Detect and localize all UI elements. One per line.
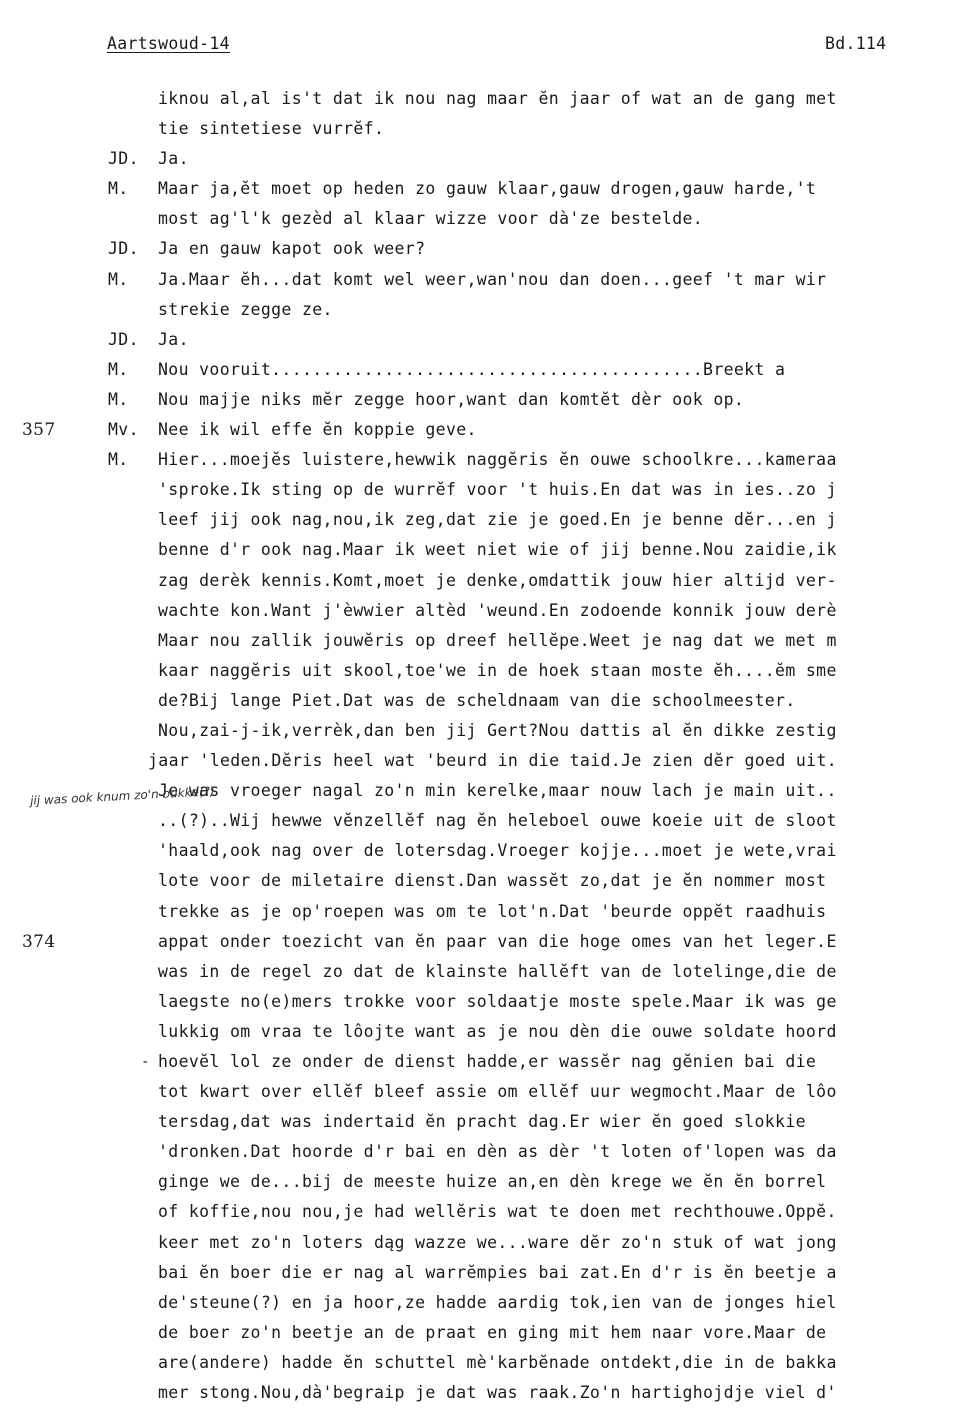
transcript-line <box>0 174 973 204</box>
transcript-line <box>0 385 973 415</box>
line-text: Nou majje niks mĕr zegge hoor,want dan komtĕt dèr ook op. <box>158 389 745 409</box>
line-text: Ja. <box>158 329 189 349</box>
transcript-line <box>0 1167 973 1197</box>
transcript-line <box>0 806 973 836</box>
line-text: iknou al,al is't dat ik nou nag maar ĕn jaar of wat an de gang met <box>158 89 837 108</box>
speaker-label: Mv. <box>108 420 139 440</box>
transcript-line <box>0 234 973 264</box>
line-text: hoevĕl lol ze onder de dienst hadde,er wassĕr nag gĕnien bai die <box>158 1052 817 1071</box>
line-text: de?Bij lange Piet.Dat was de scheldnaam van die schoolmeester. <box>158 690 796 710</box>
line-text: strekie zegge ze. <box>158 299 333 319</box>
transcript-line <box>0 1228 973 1258</box>
line-text: lote voor de miletaire dienst.Dan wassĕt zo,dat je ĕn nommer most <box>158 871 827 891</box>
transcript-line <box>0 1107 973 1137</box>
transcript-line <box>0 566 973 596</box>
line-text: mer stong.Nou,dà'begraip je dat was raak.Zo'n hartighojdje viel d' <box>158 1383 837 1403</box>
transcript-line <box>0 295 973 325</box>
transcript-line <box>0 505 973 535</box>
handwritten-margin-note: jij was ook knum zo'n bukke(?) <box>29 784 216 808</box>
transcript-line <box>0 1137 973 1167</box>
speaker-label: M. <box>108 359 129 379</box>
line-text: ..(?)..Wij hewwe vĕnzellĕf nag ĕn heleboel ouwe koeie uit de sloot <box>158 811 837 831</box>
transcript-line <box>0 204 973 234</box>
line-text: was in de regel zo dat de klainste hallĕft van de lotelinge,die de <box>158 961 837 981</box>
line-text: de boer zo'n beetje an de praat en ging mit hem naar vore.Maar de <box>158 1322 827 1342</box>
transcript-line <box>0 716 973 746</box>
line-text: kaar naggĕris uit skool,toe'we in de hoek staan moste ĕh....ĕm sme <box>158 660 837 680</box>
line-text: Nou,zai-j-ik,verrèk,dan ben jij Gert?Nou dattis al ĕn dikke zestig <box>158 720 837 740</box>
line-text: Je was vroeger nagal zo'n min kerelke,maar nouw lach je main uit.. <box>158 781 837 801</box>
line-text: leef jij ook nag,nou,ik zeg,dat zie je goed.En je benne dĕr...en j <box>158 510 837 530</box>
transcript-line <box>0 1077 973 1107</box>
transcript-line <box>0 836 973 866</box>
line-text: Maar ja,ĕt moet op heden zo gauw klaar,gauw drogen,gauw harde,'t <box>158 179 817 199</box>
line-text: Nou vooruit..........................................Breekt a <box>158 359 786 379</box>
line-text: Ja en gauw kapot ook weer? <box>158 239 426 259</box>
line-text: de'steune(?) en ja hoor,ze hadde aardig tok,ien van de jonges hiel <box>158 1292 837 1312</box>
line-text: of koffie,nou nou,je had wellĕris wat te doen met rechthouwe.Oppĕ. <box>158 1202 837 1222</box>
transcript-line <box>0 1258 973 1288</box>
line-text: Maar nou zallik jouwĕris op dreef hellĕpe.Weet je nag dat we met m <box>158 630 837 650</box>
transcript-line <box>0 265 973 295</box>
line-text: are(andere) hadde ĕn schuttel mè'karbĕnade ontdekt,die in de bakka <box>158 1352 837 1372</box>
transcript-line <box>0 415 973 445</box>
line-text: zag derèk kennis.Komt,moet je denke,omdattik jouw hier altijd ver- <box>158 570 837 590</box>
transcript-line <box>0 957 973 987</box>
line-text: wachte kon.Want j'èwwier altèd 'weund.En zodoende konnik jouw derè <box>158 600 837 620</box>
transcript-line <box>0 445 973 475</box>
line-text: trekke as je op'roepen was om te lot'n.Dat 'beurde oppĕt raadhuis <box>158 901 827 921</box>
transcript-line <box>0 1288 973 1318</box>
line-text: jaar 'leden.Dĕris heel wat 'beurd in die taid.Je zien dĕr goed uit. <box>148 751 838 771</box>
transcript-line <box>0 355 973 385</box>
line-text: Ja.Maar ĕh...dat komt wel weer,wan'nou dan doen...geef 't mar wir <box>158 269 827 289</box>
transcript-line <box>0 987 973 1017</box>
transcript-line <box>0 927 973 957</box>
speaker-label: M. <box>108 179 129 199</box>
speaker-label: M. <box>108 450 129 470</box>
line-text: Hier...moejĕs luistere,hewwik naggĕris ĕn ouwe schoolkre...kameraa <box>158 450 837 470</box>
line-text: ginge we de...bij de meeste huize an,en dèn krege we ĕn ĕn borrel <box>158 1172 827 1192</box>
line-text: Ja. <box>158 149 189 169</box>
speaker-label: JD. <box>108 329 139 349</box>
line-text: benne d'r ook nag.Maar ik weet niet wie of jij benne.Nou zaidie,ik <box>158 540 837 560</box>
speaker-label: M. <box>108 269 129 289</box>
transcript-line <box>0 866 973 896</box>
transcript-line <box>0 114 973 144</box>
transcript-line <box>0 1348 973 1378</box>
line-text: appat onder toezicht van ĕn paar van die hoge omes van het leger.E <box>158 931 837 951</box>
line-text: tie sintetiese vurrĕf. <box>158 119 385 139</box>
line-text: 'sproke.Ik sting op de wurrĕf voor 't huis.En dat was in ies..zo j <box>158 480 837 500</box>
transcript-line <box>0 144 973 174</box>
transcript-line <box>0 535 973 565</box>
speaker-label: JD. <box>108 239 139 259</box>
line-text: keer met zo'n loters dąg wazze we...ware dĕr zo'n stuk of wat jong <box>158 1232 837 1252</box>
document-title: Aartswoud-14 <box>107 34 230 53</box>
line-text: laegste no(e)mers trokke voor soldaatje moste spele.Maar ik was ge <box>158 991 837 1011</box>
line-text: 'dronken.Dat hoorde d'r bai en dèn as dèr 't loten of'lopen was da <box>158 1142 837 1162</box>
transcript-line <box>0 475 973 505</box>
transcript-line <box>0 84 973 114</box>
transcript-line <box>0 1378 973 1408</box>
line-text: tot kwart over ellĕf bleef assie om ellĕf uur wegmocht.Maar de lôo <box>158 1082 837 1102</box>
transcript-line <box>0 1318 973 1348</box>
speaker-label: M. <box>108 389 129 409</box>
transcript-line <box>0 325 973 355</box>
line-text: lukkig om vraa te lôojte want as je nou dèn die ouwe soldate hoord <box>158 1021 837 1041</box>
transcript-line <box>0 656 973 686</box>
line-number-marker: 374 <box>22 931 56 952</box>
line-text: Nee ik wil effe ĕn koppie geve. <box>158 420 477 440</box>
transcript-body <box>0 84 973 1408</box>
line-text: 'haald,ook nag over de lotersdag.Vroeger kojje...moet je wete,vrai <box>158 841 837 861</box>
transcript-line <box>0 1197 973 1227</box>
transcript-line <box>0 626 973 656</box>
speaker-label: JD. <box>108 149 139 169</box>
line-text: tersdag,dat was indertaid ĕn pracht dag.Er wier ĕn goed slokkie <box>158 1112 806 1132</box>
transcript-line <box>0 686 973 716</box>
margin-dash: - <box>141 1054 150 1070</box>
line-text: most ag'l'k gezèd al klaar wizze voor dà'ze bestelde. <box>158 209 704 229</box>
transcript-line <box>0 596 973 626</box>
transcript-line <box>0 1017 973 1047</box>
page-reference: Bd.114 <box>825 34 887 53</box>
transcript-line <box>0 746 973 776</box>
transcript-line <box>0 897 973 927</box>
line-number-marker: 357 <box>22 420 56 441</box>
line-text: bai ĕn boer die er nag al warrĕmpies bai zat.En d'r is ĕn beetje a <box>158 1262 837 1282</box>
